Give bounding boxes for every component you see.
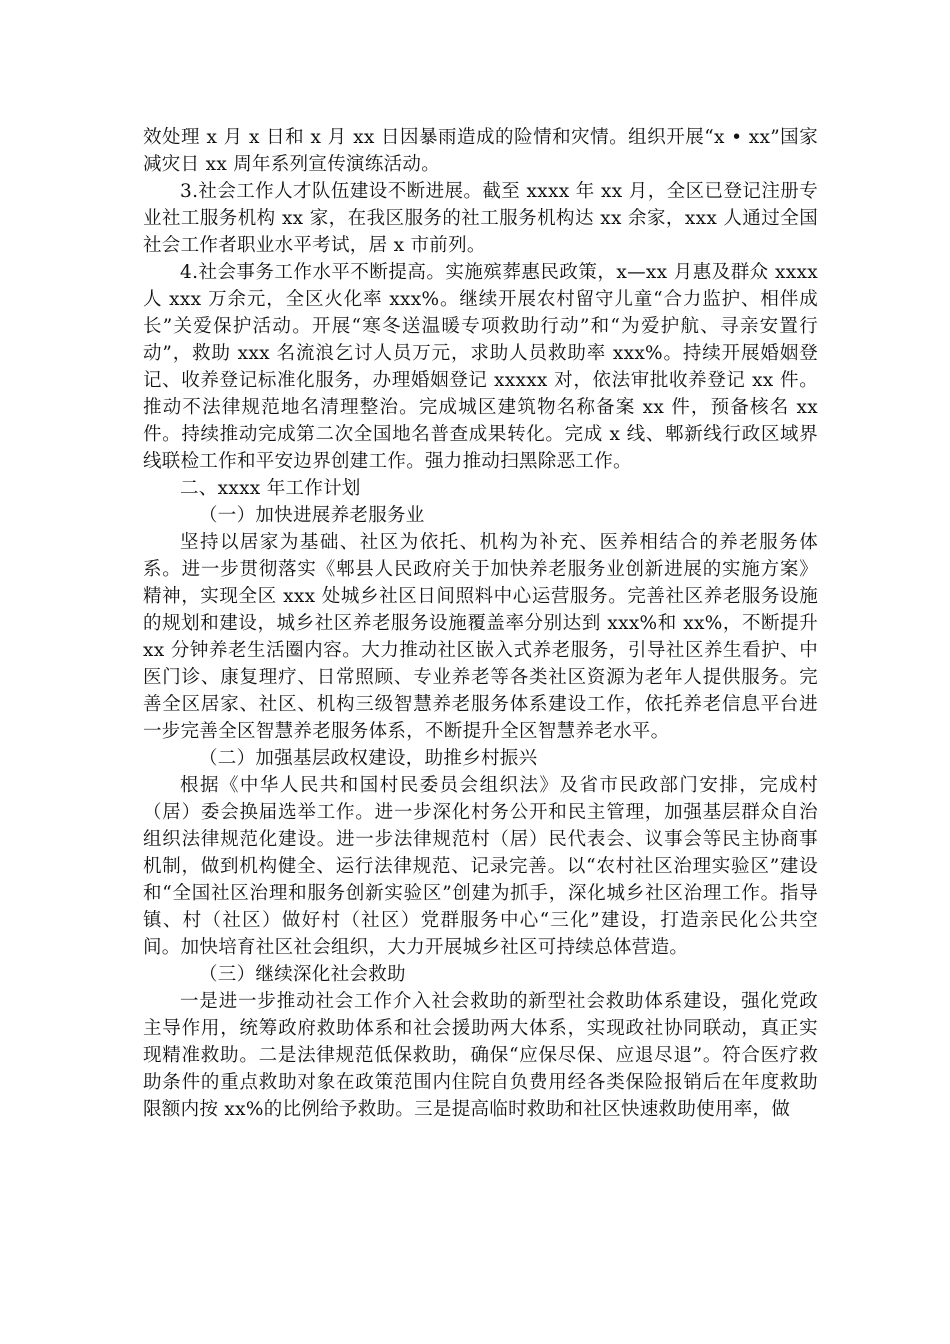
- paragraph-grassroots: 根据《中华人民共和国村民委员会组织法》及省市民政部门安排，完成村（居）委会换届选举工作。进一步深化村务公开和民主管理，加强基层群众自治组织法律规范化建设。进一步法律规范村（居）民代表会、议事会等民主协商事机制，做到机构健全、运行法律规范、记录完善。以“农村社区治理实验区”建设和“全国社区治理和服务创新实验区”创建为抓手，深化城乡社区治理工作。指导镇、村（社区）做好村（社区）党群服务中心“三化”建设，打造亲民化公共空间。加快培育社区社会组织，大力开展城乡社区可持续总体营造。: [143, 775, 818, 958]
- document-body: [143, 124, 818, 1123]
- paragraph-disaster-response: 效处理 x 月 x 日和 x 月 xx 日因暴雨造成的险情和灾情。组织开展“x • xx”国家减灾日 xx 周年系列宣传演练活动。: [143, 127, 818, 175]
- paragraph-social-assistance: 一是进一步推动社会工作介入社会救助的新型社会救助体系建设，强化党政主导作用，统筹政府救助体系和社会援助两大体系，实现政社协同联动，真正实现精准救助。二是法律规范低保救助，确保“应保尽保、应退尽退”。符合医疗救助条件的重点救助对象在政策范围内住院自负费用经各类保险报销后在年度救助限额内按 xx%的比例给予救助。三是提高临时救助和社区快速救助使用率，做: [143, 991, 818, 1120]
- subsection-heading-elderly-care: （一）加快进展养老服务业: [199, 505, 425, 526]
- paragraph-elderly-care: 坚持以居家为基础、社区为依托、机构为补充、医养相结合的养老服务体系。进一步贯彻落实《郫县人民政府关于加快养老服务业创新进展的实施方案》精神，实现全区 xxx 处城乡社区日间照料中心运营服务。完善社区养老服务设施的规划和建设，城乡社区养老服务设施覆盖率分别达到 xxx%和 xx%，不断提升 xx 分钟养老生活圈内容。大力推动社区嵌入式养老服务，引导社区养生看护、中医门诊、康复理疗、日常照顾、专业养老等各类社区资源为老年人提供服务。完善全区居家、社区、机构三级智慧养老服务体系建设工作，依托养老信息平台进一步完善全区智慧养老服务体系，不断提升全区智慧养老水平。: [143, 532, 818, 742]
- subsection-heading-grassroots: （二）加强基层政权建设，助推乡村振兴: [199, 748, 538, 769]
- subsection-heading-social-assistance: （三）继续深化社会救助: [199, 964, 406, 985]
- section-heading-work-plan: 二、xxxx 年工作计划: [180, 478, 361, 499]
- paragraph-social-work-talent: 3.社会工作人才队伍建设不断进展。截至 xxxx 年 xx 月，全区已登记注册专业社工服务机构 xx 家，在我区服务的社工服务机构达 xx 余家，xxx 人通过全国社会工作者职业水平考试，居 x 市前列。: [143, 181, 818, 256]
- paragraph-social-affairs: 4.社会事务工作水平不断提高。实施殡葬惠民政策，x—xx 月惠及群众 xxxx 人 xxx 万余元，全区火化率 xxx%。继续开展农村留守儿童“合力监护、相伴成长”关爱保护活动。开展“寒冬送温暖专项救助行动”和“为爱护航、寻亲安置行动”，救助 xxx 名流浪乞讨人员万元，求助人员救助率 xxx%。持续开展婚姻登记、收养登记标准化服务，办理婚姻登记 xxxxx 对，依法审批收养登记 xx 件。推动不法律规范地名清理整治。完成城区建筑物名称备案 xx 件，预备核名 xx 件。持续推动完成第二次全国地名普查成果转化。完成 x 线、郫新线行政区域界线联检工作和平安边界创建工作。强力推动扫黑除恶工作。: [143, 262, 818, 472]
